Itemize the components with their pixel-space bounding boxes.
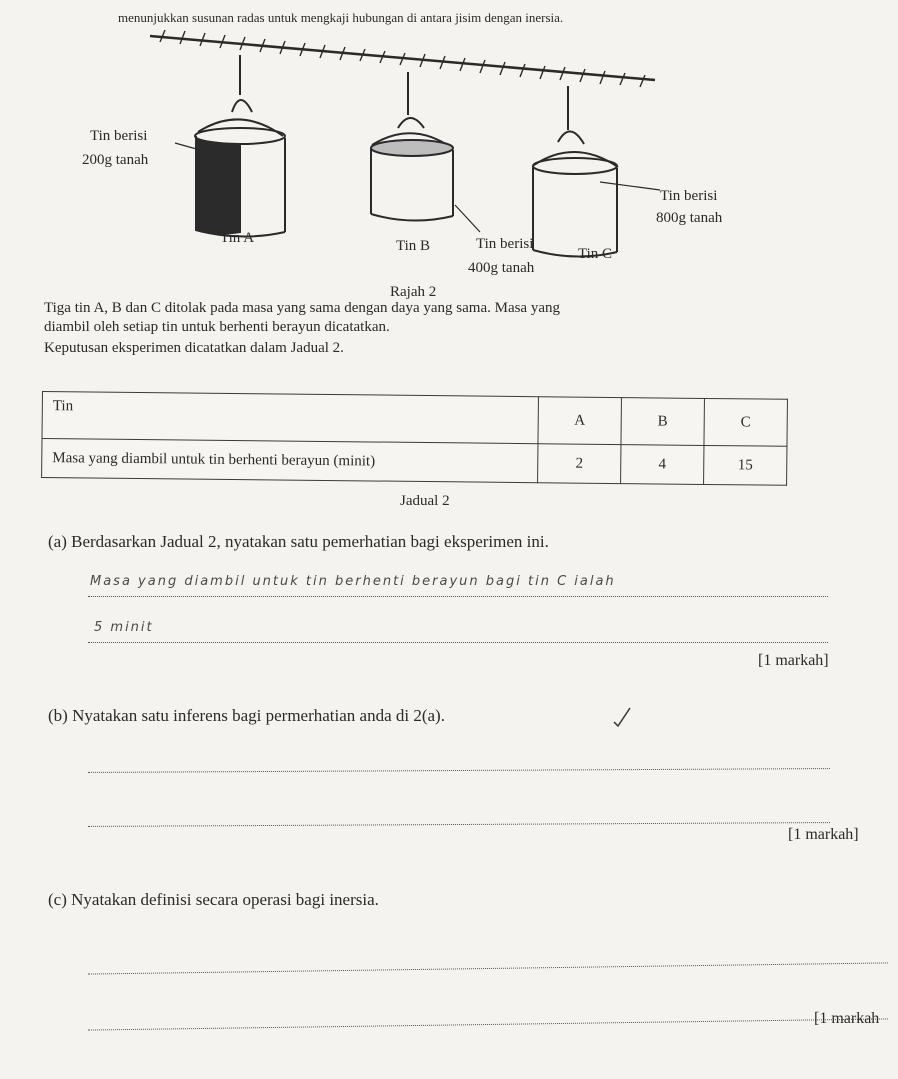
answer-line: [88, 822, 830, 827]
answer-line: [88, 962, 888, 974]
paragraph-line-2: diambil oleh setiap tin untuk berhenti berayun dicatatkan.: [44, 319, 390, 335]
header-text: menunjukkan susunan radas untuk mengkaji hubungan di antara jisim dengan inersia.: [118, 10, 564, 25]
tin-a-label: Tin A: [220, 230, 255, 246]
tick-mark-icon: [612, 706, 632, 728]
marks-a: [1 markah]: [758, 652, 829, 669]
table-row-header: Tin: [42, 392, 538, 444]
answer-line: [88, 642, 828, 643]
answer-line: [88, 768, 830, 773]
table-value-c: 15: [704, 445, 787, 485]
answer-line: [88, 596, 828, 597]
tin-b: [371, 72, 480, 232]
tin-b-label: Tin B: [396, 238, 431, 254]
tin-c-content-label-2: 800g tanah: [656, 210, 723, 226]
rajah-2-diagram: [0, 0, 898, 300]
marks-b: [1 markah]: [788, 826, 859, 843]
question-a: (a) Berdasarkan Jadual 2, nyatakan satu pemerhatian bagi eksperimen ini.: [48, 532, 549, 551]
tin-c-content-label-1: Tin berisi: [660, 188, 718, 204]
tin-a-content-label-2: 200g tanah: [82, 152, 149, 168]
jadual-2-table: [41, 391, 788, 486]
tin-c-label: Tin C: [578, 246, 613, 262]
tin-a: [175, 55, 285, 237]
table-col-b: B: [621, 398, 704, 446]
answer-a-line-1: Masa yang diambil untuk tin berhenti berayun bagi tin C ialah: [90, 574, 616, 589]
table-row: [42, 439, 787, 486]
answer-line: [88, 1018, 888, 1030]
table-value-b: 4: [621, 445, 704, 485]
tin-c: [533, 86, 660, 257]
marks-c: [1 markah: [814, 1010, 880, 1027]
answer-a-line-2: 5 minit: [94, 620, 154, 635]
support-bar-hatching: [160, 30, 645, 87]
table-caption: Jadual 2: [400, 493, 450, 509]
table-col-a: A: [538, 397, 621, 445]
table-row: [42, 392, 787, 447]
table-col-c: C: [704, 398, 787, 446]
paragraph-line-3: Keputusan eksperimen dicatatkan dalam Jadual 2.: [44, 340, 344, 356]
tin-a-content-label-1: Tin berisi: [90, 128, 148, 144]
paragraph-line-1: Tiga tin A, B dan C ditolak pada masa yang sama dengan daya yang sama. Masa yang: [44, 300, 560, 316]
table-value-a: 2: [538, 444, 621, 484]
diagram-caption: Rajah 2: [390, 284, 437, 300]
tin-b-content-label-2: 400g tanah: [468, 260, 535, 276]
question-b: (b) Nyatakan satu inferens bagi permerhatian anda di 2(a).: [48, 706, 445, 725]
question-c: (c) Nyatakan definisi secara operasi bagi inersia.: [48, 890, 379, 909]
table-row-header: Masa yang diambil untuk tin berhenti berayun (minit): [42, 439, 538, 483]
tin-b-content-label-1: Tin berisi: [476, 236, 534, 252]
